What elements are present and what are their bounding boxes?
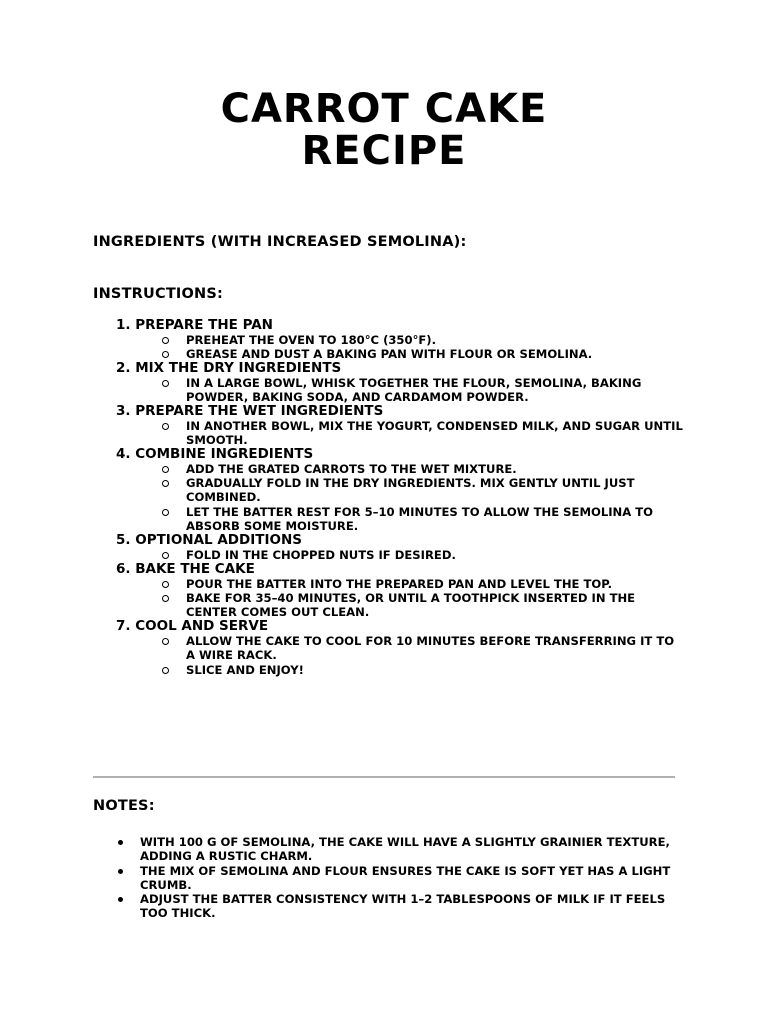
note-item: THE MIX OF SEMOLINA AND FLOUR ENSURES THE CAKE IS SOFT YET HAS A LIGHT CRUMB. — [93, 864, 683, 893]
step-item: ADD THE GRATED CARROTS TO THE WET MIXTURE. — [93, 462, 683, 476]
step-item: IN A LARGE BOWL, WHISK TOGETHER THE FLOUR, SEMOLINA, BAKING POWDER, BAKING SODA, AND CARDAMOM POWDER. — [93, 376, 683, 405]
bullet-icon — [118, 897, 123, 902]
bullet-icon — [118, 840, 123, 845]
notes-list — [93, 835, 683, 921]
note-item: ADJUST THE BATTER CONSISTENCY WITH 1–2 TABLESPOONS OF MILK IF IT FEELS TOO THICK. — [93, 892, 683, 921]
step-item: PREHEAT THE OVEN TO 180°C (350°F). — [93, 333, 683, 347]
step-item: BAKE FOR 35–40 MINUTES, OR UNTIL A TOOTHPICK INSERTED IN THE CENTER COMES OUT CLEAN. — [93, 591, 683, 620]
bullet-icon — [118, 869, 123, 874]
circle-bullet-icon — [162, 509, 169, 516]
step-6 — [93, 562, 683, 619]
title-line-2: RECIPE — [301, 128, 467, 174]
note-item: WITH 100 G OF SEMOLINA, THE CAKE WILL HAVE A SLIGHTLY GRAINIER TEXTURE, ADDING A RUSTIC CHARM. — [93, 835, 683, 864]
step-item: GREASE AND DUST A BAKING PAN WITH FLOUR OR SEMOLINA. — [93, 347, 683, 361]
step-item: POUR THE BATTER INTO THE PREPARED PAN AND LEVEL THE TOP. — [93, 577, 683, 591]
circle-bullet-icon — [162, 466, 169, 473]
circle-bullet-icon — [162, 595, 169, 602]
notes-heading: NOTES: — [93, 798, 155, 814]
step-3 — [93, 404, 683, 447]
circle-bullet-icon — [162, 351, 169, 358]
step-item: GRADUALLY FOLD IN THE DRY INGREDIENTS. MIX GENTLY UNTIL JUST COMBINED. — [93, 476, 683, 505]
circle-bullet-icon — [162, 552, 169, 559]
instructions-heading: INSTRUCTIONS: — [93, 286, 224, 302]
step-item: LET THE BATTER REST FOR 5–10 MINUTES TO ALLOW THE SEMOLINA TO ABSORB SOME MOISTURE. — [93, 505, 683, 534]
circle-bullet-icon — [162, 581, 169, 588]
circle-bullet-icon — [162, 638, 169, 645]
step-title: 2. MIX THE DRY INGREDIENTS — [116, 360, 342, 377]
step-title: 4. COMBINE INGREDIENTS — [116, 446, 314, 463]
circle-bullet-icon — [162, 480, 169, 487]
instruction-steps — [93, 318, 683, 677]
step-4 — [93, 447, 683, 533]
step-7 — [93, 619, 683, 676]
step-title: 5. OPTIONAL ADDITIONS — [116, 532, 302, 549]
circle-bullet-icon — [162, 337, 169, 344]
circle-bullet-icon — [162, 423, 169, 430]
step-title: 1. PREPARE THE PAN — [116, 317, 273, 333]
step-item: FOLD IN THE CHOPPED NUTS IF DESIRED. — [93, 548, 683, 562]
step-item: ALLOW THE CAKE TO COOL FOR 10 MINUTES BEFORE TRANSFERRING IT TO A WIRE RACK. — [93, 634, 683, 663]
step-item: IN ANOTHER BOWL, MIX THE YOGURT, CONDENSED MILK, AND SUGAR UNTIL SMOOTH. — [93, 419, 683, 448]
step-item: SLICE AND ENJOY! — [93, 663, 683, 677]
step-title: 3. PREPARE THE WET INGREDIENTS — [116, 403, 384, 420]
step-title: 7. COOL AND SERVE — [116, 618, 269, 635]
page-title — [0, 88, 768, 172]
step-1 — [93, 318, 683, 361]
step-5 — [93, 533, 683, 562]
title-line-1: CARROT CAKE — [220, 86, 548, 132]
step-title: 6. BAKE THE CAKE — [116, 561, 255, 578]
ingredients-heading: INGREDIENTS (WITH INCREASED SEMOLINA): — [93, 234, 467, 250]
circle-bullet-icon — [162, 667, 169, 674]
section-divider — [93, 776, 675, 778]
step-2 — [93, 361, 683, 404]
circle-bullet-icon — [162, 380, 169, 387]
